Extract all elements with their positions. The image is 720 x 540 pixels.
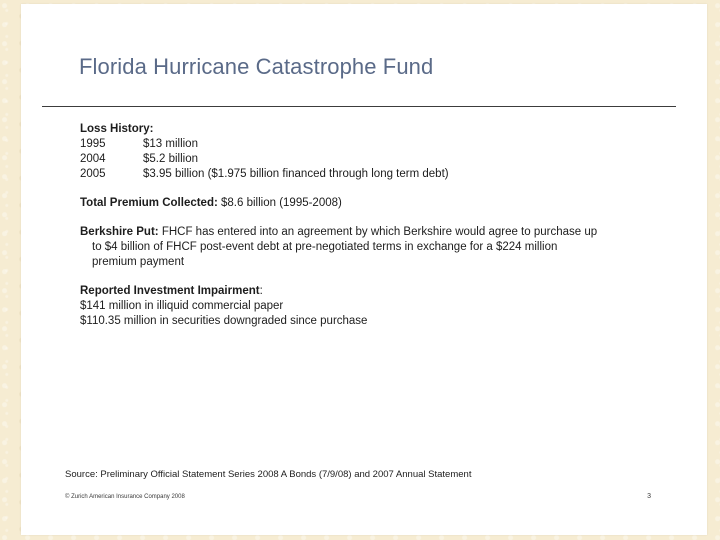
total-premium-section bbox=[80, 196, 660, 211]
loss-year: 2005 bbox=[80, 168, 106, 180]
berkshire-put-heading: Berkshire Put: bbox=[80, 226, 159, 238]
loss-history-row bbox=[80, 152, 660, 167]
loss-value: $5.2 billion bbox=[143, 153, 198, 165]
loss-year: 2004 bbox=[80, 153, 106, 165]
loss-history-row bbox=[80, 167, 660, 182]
total-premium-value: $8.6 billion (1995-2008) bbox=[221, 197, 342, 209]
berkshire-put-section bbox=[80, 225, 660, 270]
impairment-line: $141 million in illiquid commercial paper bbox=[80, 300, 284, 312]
copyright-note: © Zurich American Insurance Company 2008 bbox=[65, 494, 185, 500]
berkshire-put-text-line3: premium payment bbox=[92, 256, 185, 268]
loss-value: $3.95 billion ($1.975 billion financed through long term debt) bbox=[143, 168, 449, 180]
slide-content bbox=[80, 122, 660, 329]
loss-history-heading: Loss History: bbox=[80, 123, 154, 135]
slide-title: Florida Hurricane Catastrophe Fund bbox=[79, 54, 434, 79]
investment-impairment-colon: : bbox=[259, 285, 263, 297]
total-premium-heading: Total Premium Collected: bbox=[80, 197, 218, 209]
source-note: Source: Preliminary Official Statement Series 2008 A Bonds (7/9/08) and 2007 Annual Statement bbox=[65, 469, 472, 480]
loss-value: $13 million bbox=[143, 138, 198, 150]
berkshire-put-text-line1: FHCF has entered into an agreement by which Berkshire would agree to purchase up bbox=[161, 226, 598, 238]
loss-year: 1995 bbox=[80, 138, 106, 150]
berkshire-put-text-line2: to $4 billion of FHCF post-event debt at pre-negotiated terms in exchange for a $224 million bbox=[92, 241, 558, 253]
title-divider bbox=[42, 106, 676, 107]
loss-history-row bbox=[80, 137, 660, 152]
loss-history-section bbox=[80, 122, 660, 182]
impairment-line: $110.35 million in securities downgraded since purchase bbox=[80, 315, 368, 327]
investment-impairment-section bbox=[80, 284, 660, 329]
slide bbox=[21, 4, 707, 535]
investment-impairment-heading: Reported Investment Impairment bbox=[80, 285, 260, 297]
page-number: 3 bbox=[647, 493, 651, 500]
